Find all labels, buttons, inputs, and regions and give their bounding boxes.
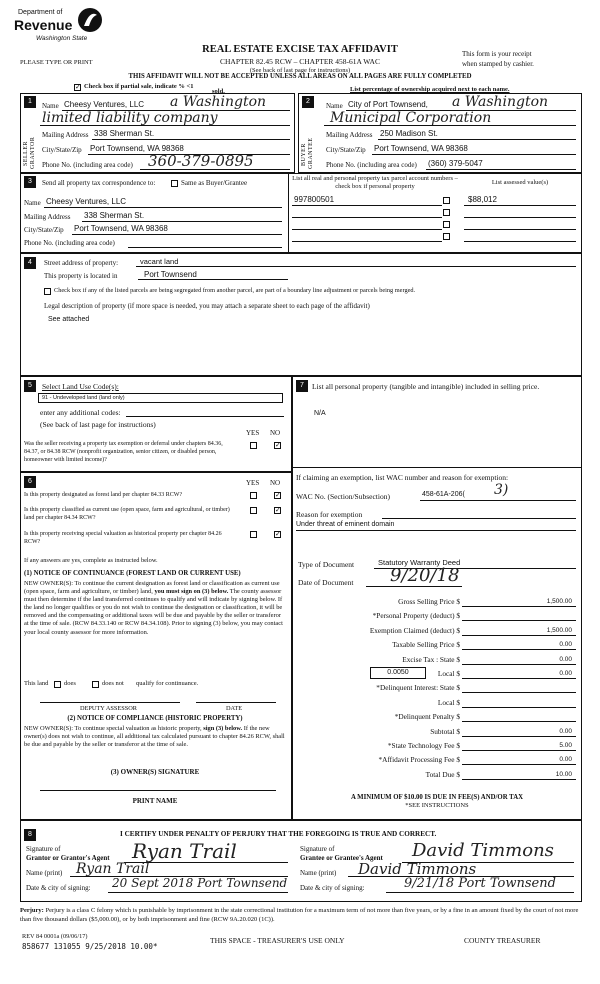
doc-date-label: Date of Document <box>298 578 354 587</box>
calc-row-line <box>462 664 576 665</box>
form-title: REAL ESTATE EXCISE TAX AFFIDAVIT <box>202 44 398 55</box>
same-as-buyer-label: Same as Buyer/Grantee <box>181 179 248 187</box>
buyer-phone-label: Phone No. (including area code) <box>326 161 417 169</box>
calc-row-label: Subtotal $ <box>430 727 460 736</box>
section-1-number: 1 <box>24 96 36 108</box>
forest-yes-checkbox[interactable] <box>250 492 257 499</box>
calc-row-line <box>462 750 576 751</box>
certify-statement: I CERTIFY UNDER PENALTY OF PERJURY THAT THE FOREGOING IS TRUE AND CORRECT. <box>120 830 437 838</box>
section-6-number: 6 <box>24 476 36 488</box>
parcel-number[interactable]: 997800501 <box>294 195 335 204</box>
segregated-label: Check box if any of the listed parcels are being segregated from another parcel, are part of a boundary line adjustment or parcels being merged. <box>54 287 416 294</box>
assessed-value[interactable]: $88,012 <box>468 195 497 204</box>
grantee-date-city[interactable]: 9/21/18 Port Townsend <box>404 876 556 891</box>
does-not-checkbox[interactable] <box>92 681 99 688</box>
corr-name[interactable]: Cheesy Ventures, LLC <box>46 197 127 206</box>
corr-mail[interactable]: 338 Sherman St. <box>84 211 145 220</box>
calc-row-value[interactable]: 1,500.00 <box>546 598 572 605</box>
corr-city[interactable]: Port Townsend, WA 98368 <box>74 224 168 233</box>
seller-phone-label: Phone No. (including area code) <box>42 161 133 169</box>
same-as-buyer-checkbox[interactable] <box>171 180 178 187</box>
section-3-number: 3 <box>24 176 36 188</box>
calc-row-line <box>462 620 576 621</box>
current-use-yes-checkbox[interactable] <box>250 507 257 514</box>
additional-codes-label: enter any additional codes: <box>40 408 121 417</box>
send-correspondence-label: Send all property tax correspondence to: <box>42 179 156 187</box>
print-name-label: PRINT NAME <box>132 797 178 805</box>
buyer-name[interactable]: City of Port Townsend, <box>348 100 428 109</box>
receipt-note-2: when stamped by cashier. <box>462 60 534 68</box>
grantee-side-label: GRANTEE <box>308 137 314 169</box>
dor-dept-line1: Department of <box>18 9 63 16</box>
cashier-stamp: 858677 131055 9/25/2018 10.00* <box>22 942 158 951</box>
buyer-name-handwritten-2: Municipal Corporation <box>330 110 492 126</box>
personal-property-value[interactable]: N/A <box>314 410 326 417</box>
calc-row-label: Exemption Claimed (deduct) $ <box>369 626 460 635</box>
notice-compliance-c: If the new owner(s) does not wish to continue, all additional tax calculated pursuant to chapter 84.26 RCW, shall be due and payable by the seller or transferor at the time of sale. <box>24 725 285 749</box>
calc-row-line <box>462 764 576 765</box>
calc-row-line <box>462 692 576 693</box>
notice-compliance-b: sign (3) below. <box>203 725 243 732</box>
grantee-signature[interactable]: David Timmons <box>412 840 554 861</box>
buyer-phone[interactable]: (360) 379-5047 <box>428 159 483 168</box>
notice-continuance-b: you must sign on (3) below. <box>154 588 229 596</box>
calc-row-value[interactable]: 1,500.00 <box>546 627 572 634</box>
grantor-signature[interactable]: Ryan Trail <box>132 839 237 863</box>
deputy-assessor-label: DEPUTY ASSESSOR <box>80 705 137 712</box>
grantee-name-label: Name (print) <box>300 869 337 877</box>
calc-row-value[interactable]: 0.00 <box>559 641 572 648</box>
partial-sale-label: Check box if partial sale, indicate % <1 <box>84 83 194 90</box>
section-7-number: 7 <box>296 380 308 392</box>
grantor-side-label: GRANTOR <box>30 136 36 169</box>
seller-mail[interactable]: 338 Sherman St. <box>94 129 155 138</box>
calc-row-label: Local $ <box>437 698 460 707</box>
section-8-number: 8 <box>24 829 36 841</box>
buyer-city[interactable]: Port Townsend, WA 98368 <box>374 144 468 153</box>
grantor-name-print[interactable]: Ryan Trail <box>76 861 150 877</box>
reason-value[interactable]: Under threat of eminent domain <box>296 521 395 528</box>
grantor-date-label: Date & city of signing: <box>26 884 91 892</box>
notice-continuance-a: NEW OWNER(S): To continue the current designation as forest land or classification as current use (open space, farm and agriculture, or timber) land, <box>24 580 280 596</box>
parcel-personal-checkbox-2[interactable] <box>443 209 450 216</box>
calc-row-label: Excise Tax : State $ <box>402 655 460 664</box>
county-treasurer-label: COUNTY TREASURER <box>464 936 541 945</box>
personal-property-label: List all personal property (tangible and intangible) included in selling price. <box>312 382 540 391</box>
seller-name-label: Name <box>42 102 59 110</box>
calc-row-label: Gross Selling Price $ <box>398 597 460 606</box>
calc-row-line <box>462 736 576 737</box>
reason-label: Reason for exemption <box>296 510 363 519</box>
partial-sale-checkbox[interactable]: ✓ <box>75 83 81 91</box>
land-use-label: Select Land Use Code(s): <box>42 382 119 391</box>
buyer-mail-label: Mailing Address <box>326 131 373 139</box>
section-2-number: 2 <box>302 96 314 108</box>
calc-row-label: Local $ <box>437 669 460 678</box>
exemption-no-checkbox[interactable]: ✓ <box>275 441 281 449</box>
calc-row-line <box>462 635 576 636</box>
please-type: PLEASE TYPE OR PRINT <box>20 59 93 66</box>
s5-no-header: NO <box>270 429 281 437</box>
calc-row-line <box>462 721 576 722</box>
calc-row-label: *Personal Property (deduct) $ <box>372 611 460 620</box>
see-instructions-note: *SEE INSTRUCTIONS <box>405 802 469 809</box>
section-4-number: 4 <box>24 257 36 269</box>
wac-number-handwritten: 3) <box>494 482 509 498</box>
notice-continuance-text <box>24 580 286 637</box>
calc-row-line <box>462 649 576 650</box>
historic-question: Is this property receiving special valuation as historical property per chapter 84.26 RCW? <box>24 531 222 545</box>
list-percentage-note: List percentage of ownership acquired next to each name. <box>350 86 510 93</box>
grantor-date-city[interactable]: 20 Sept 2018 Port Townsend <box>112 876 288 890</box>
does-checkbox[interactable] <box>54 681 61 688</box>
calc-row-value[interactable]: 0.00 <box>559 728 572 735</box>
notice-compliance-a: NEW OWNER(S): To continue special valuation as historic property, <box>24 725 202 732</box>
local-rate-box[interactable]: 0.0050 <box>370 667 426 679</box>
receipt-note-1: This form is your receipt <box>462 50 532 58</box>
legal-description[interactable]: See attached <box>48 316 90 323</box>
land-use-see-back: (See back of last page for instructions) <box>40 420 156 429</box>
calc-row-label: *Delinquent Penalty $ <box>394 712 460 721</box>
calc-row-label: *State Technology Fee $ <box>387 741 460 750</box>
calc-row-line <box>462 606 576 607</box>
calc-row-value[interactable]: 5.00 <box>559 742 572 749</box>
grantee-sig-label-1: Signature of <box>300 845 335 853</box>
parcel-personal-checkbox-4[interactable] <box>443 233 450 240</box>
segregated-checkbox[interactable] <box>44 288 51 295</box>
parcel-personal-checkbox-3[interactable] <box>443 221 450 228</box>
wac-intro: If claiming an exemption, list WAC number and reason for exemption: <box>296 473 509 482</box>
corr-phone-label: Phone No. (including area code) <box>24 239 115 247</box>
perjury-notice <box>20 907 582 924</box>
revision-label: REV 84 0001a (09/06/17) <box>22 933 88 940</box>
legal-label: Legal description of property (if more space is needed, you may attach a separate sheet to each page of the affidavit) <box>44 302 370 310</box>
street-address[interactable]: vacant land <box>140 257 179 266</box>
corr-city-label: City/State/Zip <box>24 226 64 234</box>
warning-text: THIS AFFIDAVIT WILL NOT BE ACCEPTED UNLESS ALL AREAS ON ALL PAGES ARE FULLY COMPLETED <box>128 73 472 80</box>
s6-no-header: NO <box>270 479 281 487</box>
s5-yes-header: YES <box>246 429 260 437</box>
s6-yes-header: YES <box>246 479 260 487</box>
notice-continuance-c: The county assessor must then determine if the land transferred continues to qualify and will indicate by signing below. If the land no longer qualifies or you do not wish to continue the designation or classification, it will be removed and the compensating or additional taxes will be due and payable by the seller or transferor at the time of sale. (RCW 84.33.140 or RCW 84.34.108). Prior to signing (3) below, you may contact your local county assessor for more information. <box>24 588 283 636</box>
grantor-sig-label-2: Grantor or Grantor's Agent <box>26 854 110 862</box>
seller-mail-label: Mailing Address <box>42 131 89 139</box>
calc-row-value[interactable]: 0.00 <box>559 670 572 677</box>
doc-type-label: Type of Document <box>298 560 355 569</box>
current-use-no-checkbox[interactable]: ✓ <box>275 506 281 514</box>
wac-number[interactable]: 458-61A-206( <box>422 491 465 498</box>
forest-no-checkbox[interactable]: ✓ <box>275 491 281 499</box>
notice-continuance-title: (1) NOTICE OF CONTINUANCE (FOREST LAND OR CURRENT USE) <box>24 570 241 577</box>
doc-type-value[interactable]: Statutory Warranty Deed <box>378 558 461 567</box>
minimum-due-note: A MINIMUM OF $10.00 IS DUE IN FEE(S) AND/OR TAX <box>350 794 524 801</box>
corr-mail-label: Mailing Address <box>24 213 71 221</box>
calc-row-line <box>462 779 576 780</box>
buyer-mail[interactable]: 250 Madison St. <box>380 129 438 138</box>
calc-row-value[interactable]: 0.00 <box>559 656 572 663</box>
dor-dept-line3: Washington State <box>36 35 88 42</box>
forest-question: Is this property designated as forest land per chapter 84.33 RCW? <box>24 492 183 498</box>
dor-dept-line2: Revenue <box>14 17 73 33</box>
street-label: Street address of property: <box>44 259 119 267</box>
calc-row-value[interactable]: 10.00 <box>555 771 572 778</box>
grantee-name-print[interactable]: David Timmons <box>358 860 477 878</box>
dor-logo-mark-icon <box>76 6 104 34</box>
wac-label: WAC No. (Section/Subsection) <box>296 492 390 501</box>
parcel-header: List all real and personal property tax parcel account numbers – check box if personal property <box>292 175 458 190</box>
calc-row-value[interactable]: 0.00 <box>559 756 572 763</box>
calc-row-label: Total Due $ <box>425 770 460 779</box>
form-chapter: CHAPTER 82.45 RCW – CHAPTER 458-61A WAC <box>220 57 380 66</box>
seller-city-label: City/State/Zip <box>42 146 82 154</box>
grantor-name-label: Name (print) <box>26 869 63 877</box>
buyer-name-handwritten: a Washington <box>452 94 549 110</box>
current-use-question: Is this property classified as current use (open space, farm and agricultural, or timber) land per chapter 84.34 RCW? <box>24 507 230 521</box>
seller-name[interactable]: Cheesy Ventures, LLC <box>64 100 145 109</box>
section-5-number: 5 <box>24 380 36 392</box>
notice-compliance-title: (2) NOTICE OF COMPLIANCE (HISTORIC PROPERTY) <box>67 715 243 722</box>
grantor-sig-label-1: Signature of <box>26 845 61 853</box>
seller-side-label: SELLER <box>23 141 29 166</box>
if-yes-note: If any answers are yes, complete as instructed below. <box>24 557 158 564</box>
located-label: This property is located in <box>44 272 118 280</box>
grantee-date-label: Date & city of signing: <box>300 884 365 892</box>
located-city[interactable]: Port Townsend <box>144 270 197 279</box>
perjury-text: Perjury is a class C felony which is punishable by imprisonment in the state correctional institution for a maximum term of not more than five years, or by a fine in an amount fixed by the court of not more than five thousand dollars ($5,000.00), or by both imprisonment and fine (RCW 9A.20.020 (1C)). <box>20 907 579 923</box>
seller-name-handwritten: a Washington <box>170 94 267 110</box>
seller-city[interactable]: Port Townsend, WA 98368 <box>90 144 184 153</box>
historic-yes-checkbox[interactable] <box>250 531 257 538</box>
seller-phone[interactable]: 360-379-0895 <box>148 152 254 170</box>
form-see-back: (See back of last page for instructions) <box>249 67 351 74</box>
owner-signature-label: (3) OWNER(S) SIGNATURE <box>110 768 200 776</box>
qualify-label: qualify for continuance. <box>136 680 199 687</box>
perjury-label: Perjury: <box>20 907 44 914</box>
calc-row-label: *Delinquent Interest: State $ <box>376 683 460 692</box>
buyer-side-label: BUYER <box>301 143 307 166</box>
does-label: does <box>64 680 76 687</box>
exemption-yes-checkbox[interactable] <box>250 442 257 449</box>
parcel-personal-checkbox-1[interactable] <box>443 197 450 204</box>
treasurer-use-label: THIS SPACE - TREASURER'S USE ONLY <box>210 936 345 945</box>
land-use-select[interactable]: 91 - Undeveloped land (land only) <box>38 393 283 403</box>
calc-row-line <box>462 678 576 679</box>
date-label: DATE <box>226 705 243 712</box>
buyer-name-label: Name <box>326 102 343 110</box>
sold-label: sold. <box>212 88 225 95</box>
does-not-label: does not <box>102 680 124 687</box>
calc-row-line <box>462 707 576 708</box>
corr-name-label: Name <box>24 199 41 207</box>
seller-name-handwritten-2: limited liability company <box>42 110 218 126</box>
calc-row-label: *Affidavit Processing Fee $ <box>378 755 460 764</box>
calc-row-label: Taxable Selling Price $ <box>392 640 460 649</box>
exemption-question: Was the seller receiving a property tax exemption or deferral under chapters 84.36, 84.37, or 84.38 RCW (nonprofit organization, senior citizen, or disabled person, homeowner with limited income)? <box>24 441 223 463</box>
notice-compliance-text <box>24 725 286 749</box>
this-land-label: This land <box>24 680 49 687</box>
buyer-city-label: City/State/Zip <box>326 146 366 154</box>
doc-date-value[interactable]: 9/20/18 <box>390 565 460 586</box>
grantee-sig-label-2: Grantee or Grantee's Agent <box>300 854 383 862</box>
dor-logo <box>14 6 124 50</box>
historic-no-checkbox[interactable]: ✓ <box>275 530 281 538</box>
assessed-header: List assessed value(s) <box>491 179 549 186</box>
